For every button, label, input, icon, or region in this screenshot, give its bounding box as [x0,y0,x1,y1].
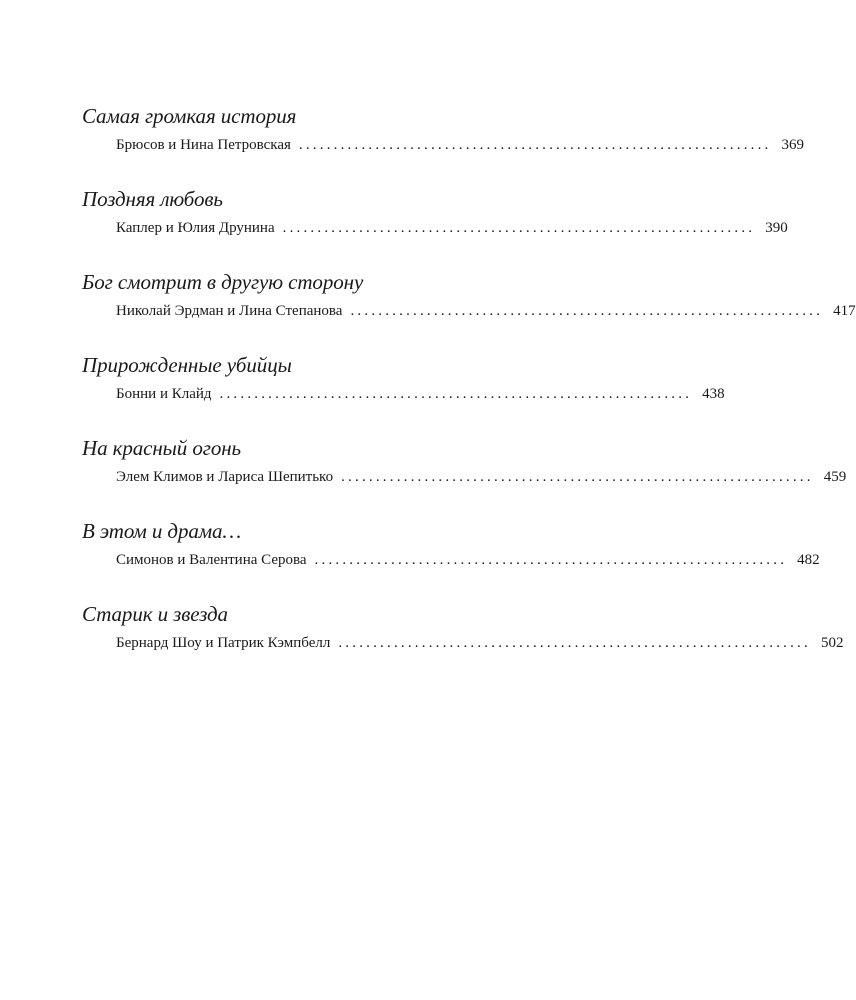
chapter-line [116,301,856,321]
chapter-title: В этом и драма… [82,519,242,543]
chapter-subtitle: Каплер и Юлия Друнина [116,220,275,236]
page-number: 502 [820,635,844,651]
chapter-subtitle: Бернард Шоу и Патрик Кэмпбелл [116,635,331,651]
chapter-subtitle: Элем Климов и Лариса Шепитько [116,469,334,485]
chapter-title: Прирожденные убийцы [82,353,292,377]
chapter-title: Старик и звезда [82,602,228,626]
chapter-title: Самая громкая история [82,104,297,128]
page-number: 482 [797,552,820,568]
dot-leader: .................................................................... [338,635,811,651]
chapter-line [116,550,820,570]
dot-leader: .................................................................... [282,220,756,236]
dot-leader: .................................................................... [298,137,772,153]
toc-entry [82,352,725,435]
chapter-subtitle: Симонов и Валентина Серова [116,552,307,568]
table-of-contents [82,103,856,684]
chapter-subtitle: Брюсов и Нина Петровская [116,137,291,153]
chapter-line [116,218,788,238]
chapter-line [116,384,725,404]
toc-entry [82,103,804,186]
chapter-line [116,135,804,155]
chapter-title: Бог смотрит в другую сторону [82,270,364,294]
chapter-line [116,633,844,653]
chapter-subtitle: Бонни и Клайд [116,386,212,402]
page-number: 369 [781,137,804,153]
toc-entry [82,601,844,684]
toc-entry [82,186,788,269]
toc-entry [82,435,847,518]
chapter-subtitle: Николай Эрдман и Лина Степанова [116,303,343,319]
dot-leader: .................................................................... [219,386,693,402]
page-number: 390 [765,220,788,236]
toc-entry [82,518,820,601]
page-number: 459 [823,469,847,485]
toc-entry [82,269,856,352]
dot-leader: .................................................................... [341,469,814,485]
chapter-line [116,467,847,487]
dot-leader: .................................................................... [350,303,824,319]
page-number: 417 [833,303,856,319]
page-number: 438 [702,386,725,402]
chapter-title: На красный огонь [82,436,242,460]
chapter-title: Поздняя любовь [82,187,223,211]
dot-leader: .................................................................... [314,552,788,568]
